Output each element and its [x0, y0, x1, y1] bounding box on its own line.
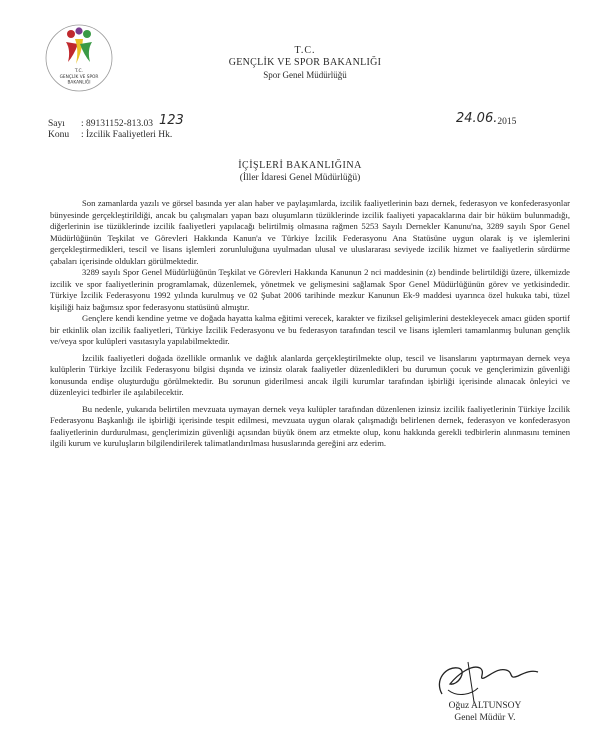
konu-label: Konu [48, 130, 70, 140]
konu-value: : İzcilik Faaliyetleri Hk. [81, 130, 173, 140]
signer-title: Genel Müdür V. [454, 713, 516, 723]
logo-tc-text: T.C. [74, 69, 84, 74]
letter-body [50, 198, 570, 450]
letterhead-directorate: Spor Genel Müdürlüğü [263, 70, 347, 80]
letterhead-ministry: GENÇLİK VE SPOR BAKANLIĞI [228, 57, 382, 68]
letterhead [160, 45, 450, 81]
logo-name-line2: BAKANLIĞI [67, 80, 91, 86]
document-date [456, 113, 516, 128]
sayi-value: : 89131152-813.03 [81, 119, 153, 129]
date-handwritten: 24.06. [456, 111, 498, 126]
sayi-handwritten-number: 123 [158, 113, 184, 128]
date-year: 2015 [497, 117, 517, 127]
addressee-subtitle: (İller İdaresi Genel Müdürlüğü) [239, 173, 361, 183]
body-paragraph-2: 3289 sayılı Spor Genel Müdürlüğünün Teşkilat ve Görevleri Hakkında Kanunun 2 nci maddesinin (z) bendinde belirtildiği üzere, ülkemizde izcilik ve spor faaliyetlerinin programlamak, düzenlemek, yönetmek ve gelişmesini sağlamak Spor Genel Müdürlüğünün görev ve yetkisindedir. Türkiye İzcilik Federasyonu 1992 yılında kurulmuş ve 02 Şubat 2006 tarihinde mezkur Kanunun Ek-9 maddesi uyarınca özel hukuka tabi, tüzel kişiliği haiz bağımsız spor federasyonu statüsünü almıştır. [50, 267, 570, 312]
addressee-title: İÇİŞLERİ BAKANLIĞINA [238, 160, 362, 171]
letterhead-tc: T.C. [294, 45, 316, 56]
body-paragraph-1: Son zamanlarda yazılı ve görsel basında yer alan haber ve paylaşımlarda, izcilik faaliyetlerinin bazı dernek, federasyon ve konfederasyonlar bünyesinde gerçekleştirildiği, ancak bu çalışmaları yapan bazı oluşumların tüzüklerinde izcilik faaliyeti yapacaklarına dair bir hüküm bulunmadığı, diğerlerinin ise tüzüklerinde izcilik faaliyetleri yapılacağı belirtilmiş olmasına rağmen 5253 Sayılı Dernekler Kanunu'na, 3289 sayılı Spor Genel Müdürlüğünün Teşkilat ve Görevleri Hakkında Kanun'a ve Türkiye İzcilik Federasyonu Ana Statüsüne uygun olarak iş ve işlemlerini gerçekleştirmedikleri, tescil ve lisans işlemleri zorunluluğuna uyulmadan ulusal ve uluslararası seviyede izcilik hizmet ve faaliyetlerin sürdürme çabaları içerisinde oldukları görülmektedir. [50, 198, 570, 266]
sayi-label: Sayı [48, 119, 65, 129]
logo-name-line1: GENÇLİK VE SPOR [59, 75, 99, 80]
signer-name: Oğuz ALTUNSOY [448, 701, 522, 711]
signer-block [410, 700, 560, 724]
konu-row [48, 129, 172, 141]
body-paragraph-5: Bu nedenle, yukarıda belirtilen mevzuata uymayan dernek veya kulüpler tarafından düzenlenen izinsiz izcilik faaliyetlerinin Türkiye İzcilik Federasyonu Başkanlığı ile işbirliği içerisinde tespit edilmesi, mevzuata uygun olarak çalışmadığı belirlenen dernek, federasyon ve konfederasyon faaliyetlerinin durdurulması, gençlerimizin güvenliği açısından büyük önem arz etmekte olup, konu hakkında gerekli tedbirlerin alınmasını teminen ilgili kurum ve kuruluşların bilgilendirilerek talimatlandırılması hususlarında gereğini arz ederim. [50, 403, 570, 448]
body-paragraph-3: Gençlere kendi kendine yetme ve doğada hayatta kalma eğitimi verecek, karakter ve fiziksel gelişimlerini destekleyecek amacı güden sportif bir etkinlik olan izcilik faaliyetleri, Türkiye İzcilik Federasyonu ve bu federasyon tarafından tescil ve lisans işlemleri tamamlanmış bulunan gençlik ve/veya spor kulüpleri vasıtasıyla yapılabilmektedir. [50, 313, 570, 346]
body-paragraph-4: İzcilik faaliyetleri doğada özellikle ormanlık ve dağlık alanlarda gerçekleştirilmekte olup, tescil ve lisanslarını yaptırmayan dernek veya kulüplerin Türkiye İzcilik Federasyonu bilgisi dışında ve izinsiz olarak faaliyetler düzenledikleri bu durumun çocuk ve gençlerimizin güvenliği konusunda endişe oluşturduğu görülmektedir. Bu sorunun giderilmesi ancak ilgili kurumlar tarafından işbirliği içerisinde alınacak önleyici ve düzenleyici tedbirler ile aşılabilecektir. [50, 352, 570, 397]
ministry-logo [44, 22, 114, 94]
